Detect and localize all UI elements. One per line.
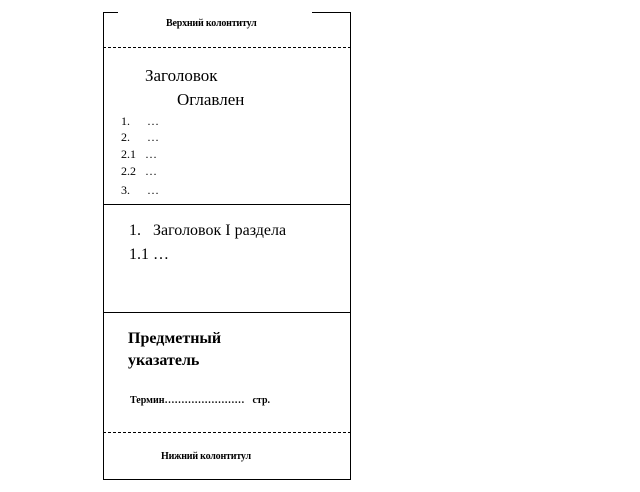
toc-item-text: …: [145, 147, 157, 161]
toc-item-number: 2.: [121, 130, 130, 144]
document-title: Заголовок: [145, 66, 218, 85]
header-divider: [103, 47, 351, 48]
toc-item: [121, 148, 157, 160]
header-label: Верхний колонтитул: [166, 18, 257, 29]
toc-item-number: 1.: [121, 114, 130, 128]
toc-item: [121, 165, 157, 177]
header-border-gap: [118, 11, 312, 14]
toc-item-number: 3.: [121, 183, 130, 197]
index-heading-line1: Предметный: [128, 330, 222, 347]
toc-item: [121, 115, 159, 127]
index-entry-page: стр.: [252, 395, 271, 406]
toc-item: [121, 131, 159, 143]
toc-title: Оглавлен: [177, 90, 245, 109]
section-heading-number: 1.: [129, 222, 141, 239]
toc-item: [121, 184, 159, 196]
section-heading-text: Заголовок I раздела: [153, 222, 287, 239]
toc-item-text: …: [147, 114, 159, 128]
toc-item-number: 2.1: [121, 147, 136, 161]
toc-item-text: …: [147, 130, 159, 144]
toc-item-text: …: [145, 164, 157, 178]
section-heading: [129, 223, 286, 239]
section-divider: [103, 312, 351, 313]
index-heading-line2: указатель: [128, 352, 200, 369]
toc-item-number: 2.2: [121, 164, 136, 178]
footer-divider: [103, 432, 351, 433]
section-divider: [103, 204, 351, 205]
index-entry-term: Термин……………………: [130, 395, 245, 406]
footer-label: Нижний колонтитул: [161, 451, 251, 462]
index-entry: [130, 396, 270, 406]
toc-item-text: …: [147, 183, 159, 197]
subsection-heading: 1.1 …: [129, 246, 169, 263]
